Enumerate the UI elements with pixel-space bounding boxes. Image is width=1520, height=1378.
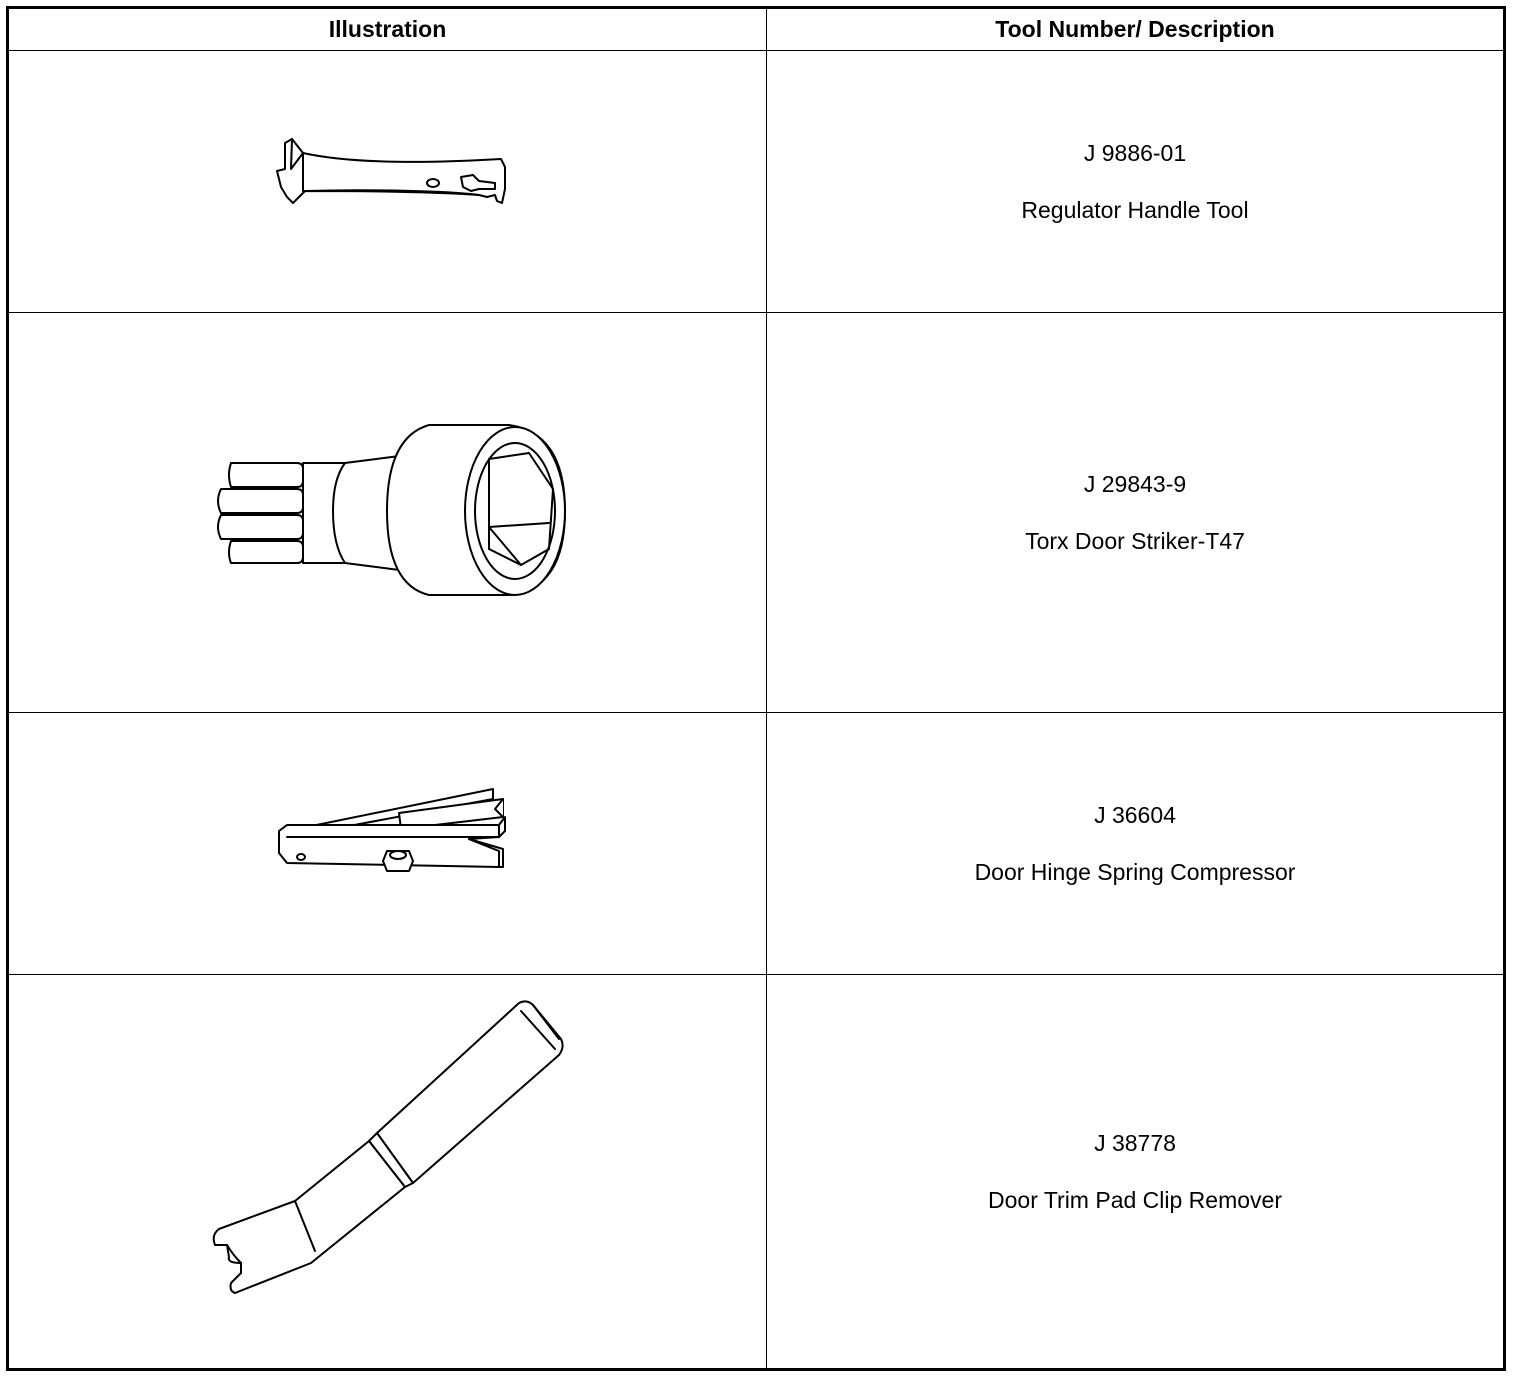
header-tool-description: Tool Number/ Description [995,16,1275,42]
description-cell [767,713,1503,974]
header-illustration: Illustration [9,9,767,50]
description-cell [767,975,1503,1368]
table-row [9,713,1503,975]
hinge-spring-compressor-icon [9,713,767,975]
tool-number: J 38778 [1094,1129,1176,1156]
description-cell [767,51,1503,312]
table-row [9,313,1503,713]
table-row [9,975,1503,1368]
trim-pad-clip-remover-icon [9,975,767,1368]
tool-number: J 9886-01 [1083,139,1187,166]
torx-socket-icon [9,313,767,713]
illustration-cell [9,313,767,712]
illustration-cell [9,713,767,974]
description-cell [767,313,1503,712]
tool-description: Door Hinge Spring Compressor [974,858,1296,885]
illustration-cell [9,975,767,1368]
illustration-cell [9,51,767,312]
tool-number: J 36604 [1094,801,1176,828]
tool-number: J 29843-9 [1083,470,1187,497]
tool-description: Regulator Handle Tool [1021,196,1249,223]
table-row [9,51,1503,313]
regulator-handle-tool-icon [9,51,767,313]
tool-description: Torx Door Striker-T47 [1025,527,1245,554]
tools-table [6,6,1506,1371]
tool-description: Door Trim Pad Clip Remover [988,1186,1282,1213]
header-row [9,9,1503,51]
